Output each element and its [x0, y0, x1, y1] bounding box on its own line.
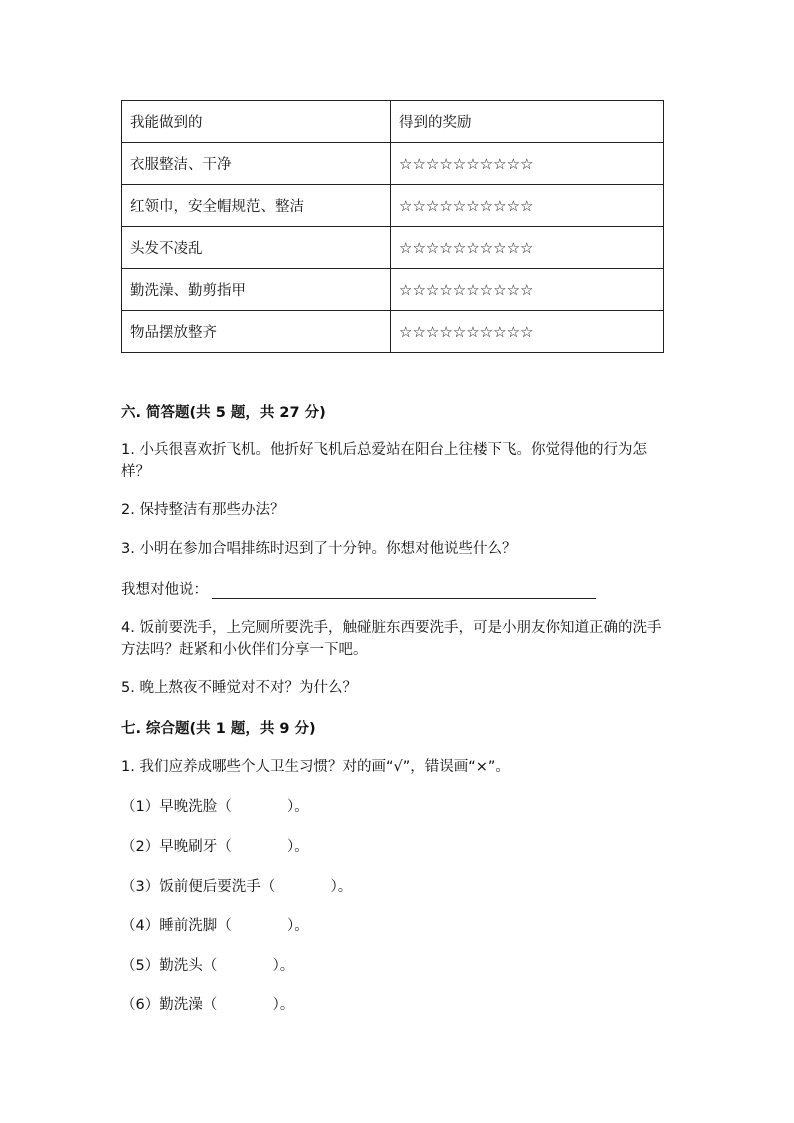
table-cell-stars: ☆☆☆☆☆☆☆☆☆☆ [391, 185, 664, 227]
table-row [122, 227, 664, 269]
answer-fill-line [121, 578, 596, 599]
table-row [122, 185, 664, 227]
table-cell-item: 勤洗澡、勤剪指甲 [122, 269, 391, 311]
table-cell-item: 物品摆放整齐 [122, 311, 391, 353]
question-6-3: 3. 小明在参加合唱排练时迟到了十分钟。你想对他说些什么？ [121, 541, 517, 557]
reward-table [121, 100, 664, 353]
table-cell-item: 衣服整洁、干净 [122, 143, 391, 185]
table-cell-item: 红领巾，安全帽规范、整洁 [122, 185, 391, 227]
section6-title: 六. 简答题(共 5 题，共 27 分) [121, 405, 326, 421]
answer-prompt: 我想对他说： [121, 582, 208, 598]
table-cell-stars: ☆☆☆☆☆☆☆☆☆☆ [391, 227, 664, 269]
question-6-4: 4. 饭前要洗手，上完厕所要洗手，触碰脏东西要洗手，可是小朋友你知道正确的洗手方法吗？赶紧和小伙伴们分享一下吧。 [121, 620, 662, 658]
table-cell-stars: ☆☆☆☆☆☆☆☆☆☆ [391, 269, 664, 311]
question-6-1: 1. 小兵很喜欢折飞机。他折好飞机后总爱站在阳台上往楼下飞。你觉得他的行为怎样？ [121, 442, 647, 480]
section7-title: 七. 综合题(共 1 题，共 9 分) [121, 721, 316, 737]
answer-blank[interactable] [212, 584, 596, 599]
table-header-cell: 我能做到的 [122, 101, 391, 143]
question-7-1: 1. 我们应养成哪些个人卫生习惯？对的画“√”，错误画“×”。 [121, 759, 510, 775]
table-cell-item: 头发不凌乱 [122, 227, 391, 269]
habit-item: （6）勤洗澡（ ）。 [121, 997, 295, 1013]
table-cell-stars: ☆☆☆☆☆☆☆☆☆☆ [391, 143, 664, 185]
table-header-cell: 得到的奖励 [391, 101, 664, 143]
table-header-row [122, 101, 664, 143]
table-row [122, 269, 664, 311]
habit-item: （3）饭前便后要洗手（ ）。 [121, 879, 353, 895]
table-cell-stars: ☆☆☆☆☆☆☆☆☆☆ [391, 311, 664, 353]
question-6-2: 2. 保持整洁有那些办法？ [121, 502, 285, 518]
table-row [122, 143, 664, 185]
habit-item: （4）睡前洗脚（ ）。 [121, 918, 309, 934]
habit-item: （2）早晚刷牙（ ）。 [121, 839, 309, 855]
habit-item: （5）勤洗头（ ）。 [121, 958, 295, 974]
question-6-5: 5. 晚上熬夜不睡觉对不对？为什么？ [121, 680, 357, 696]
habit-item: （1）早晚洗脸（ ）。 [121, 799, 309, 815]
table-row [122, 311, 664, 353]
